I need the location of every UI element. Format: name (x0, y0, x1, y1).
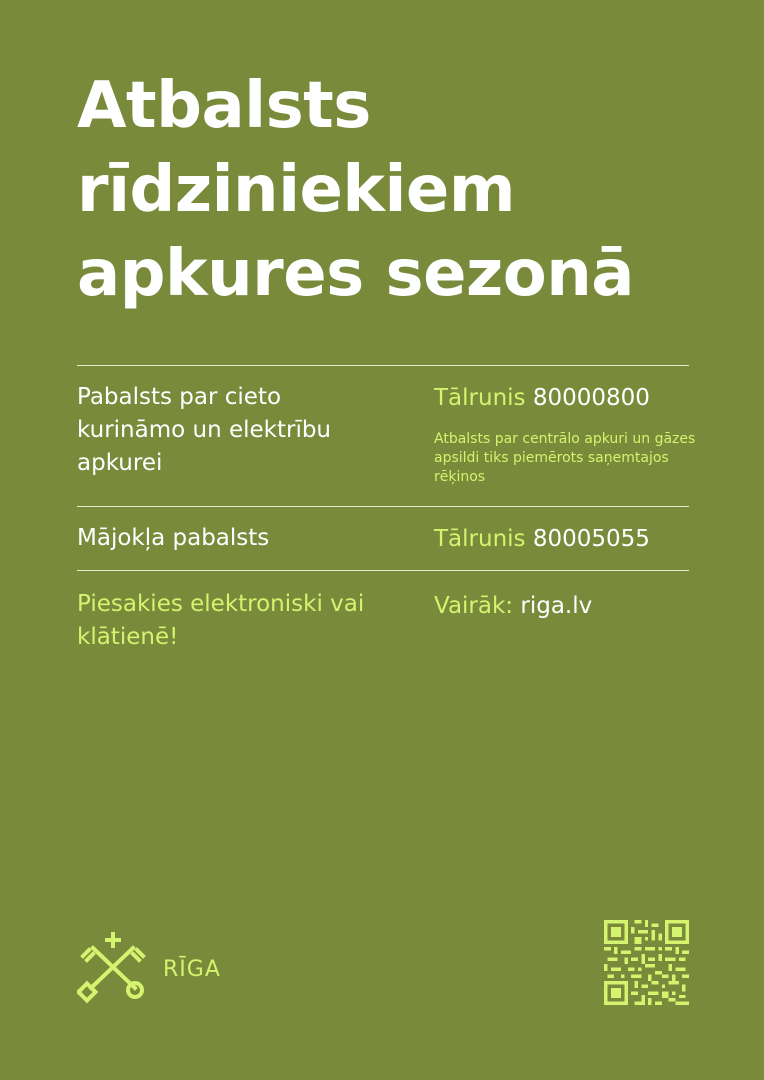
riga-keys-logo-icon (77, 932, 149, 1004)
divider (77, 570, 689, 571)
title-line-2: rīdziniekiem (77, 153, 515, 227)
qr-code-icon[interactable] (604, 920, 689, 1005)
title-line-3: apkures sezonā (77, 237, 634, 311)
page-title (77, 64, 717, 316)
phone-housing (434, 524, 650, 554)
apply-call-to-action: Piesakies elektroniski vai klātienē! (77, 591, 365, 650)
divider (77, 506, 689, 507)
divider (77, 365, 689, 366)
website-link[interactable]: riga.lv (520, 593, 593, 619)
more-info (434, 591, 592, 621)
logo-text: RĪGA (163, 957, 221, 982)
housing-benefit-label: Mājokļa pabalsts (77, 525, 270, 551)
phone-prefix: Tālrunis (434, 526, 526, 552)
phone-number: 80000800 (532, 385, 650, 411)
phone-solid-fuel (434, 383, 650, 413)
title-line-1: Atbalsts (77, 69, 371, 143)
phone-prefix: Tālrunis (434, 385, 526, 411)
benefit-solid-fuel-label: Pabalsts par cieto kurināmo un elektrību apkurei (77, 384, 332, 476)
more-prefix: Vairāk: (434, 593, 514, 619)
central-heating-note: Atbalsts par centrālo apkuri un gāzes apsildi tiks piemērots saņemtajos rēķinos (434, 431, 696, 485)
phone-number: 80005055 (532, 526, 650, 552)
